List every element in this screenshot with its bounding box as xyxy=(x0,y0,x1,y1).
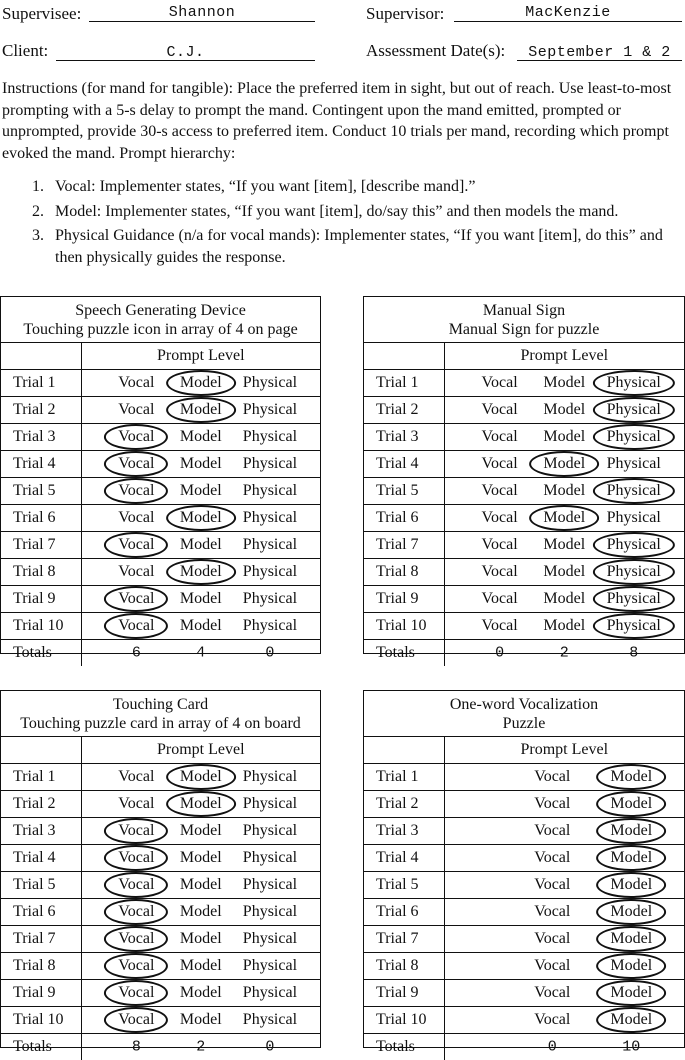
panel-manual-sign xyxy=(363,296,685,654)
trial-label: Trial 6 xyxy=(1,899,81,926)
prompt-option[interactable]: Model xyxy=(180,957,222,975)
prompt-option[interactable]: Physical xyxy=(243,903,297,921)
table-row xyxy=(1,424,320,451)
table-row xyxy=(1,370,320,397)
trial-label: Trial 1 xyxy=(1,370,81,397)
prompt-option-circled[interactable]: Vocal xyxy=(118,822,154,840)
table-row xyxy=(364,559,684,586)
prompt-option[interactable]: Model xyxy=(180,428,222,446)
table-row xyxy=(1,613,320,640)
prompt-option-circled[interactable]: Vocal xyxy=(118,590,154,608)
trial-prompt-cells xyxy=(444,532,684,559)
trial-prompt-cells xyxy=(444,953,684,980)
trial-label: Trial 3 xyxy=(1,818,81,845)
table-row xyxy=(1,818,320,845)
prompt-option[interactable]: Model xyxy=(543,482,585,500)
supervisee-label: Supervisee: xyxy=(2,4,81,24)
table-row xyxy=(1,791,320,818)
prompt-option[interactable]: Vocal xyxy=(482,482,518,500)
trial-label: Trial 4 xyxy=(1,451,81,478)
table-row xyxy=(364,899,684,926)
total-value: 6 xyxy=(132,645,141,662)
totals-label: Totals xyxy=(1,640,81,667)
prompt-option-circled[interactable]: Vocal xyxy=(118,930,154,948)
prompt-option[interactable]: Model xyxy=(543,536,585,554)
total-value: 0 xyxy=(495,645,504,662)
prompt-step: 1. Vocal: Implementer states, “If you want [item], [describe mand].” xyxy=(0,176,685,198)
prompt-option-circled[interactable]: Vocal xyxy=(118,482,154,500)
prompt-option-circled[interactable]: Model xyxy=(610,822,652,840)
prompt-option[interactable]: Vocal xyxy=(534,984,570,1002)
prompt-option-circled[interactable]: Vocal xyxy=(118,849,154,867)
trial-label: Trial 2 xyxy=(364,397,444,424)
panel-title xyxy=(364,691,684,737)
prompt-option-circled[interactable]: Model xyxy=(180,768,222,786)
table-row xyxy=(364,791,684,818)
prompt-option[interactable]: Physical xyxy=(243,401,297,419)
trial-prompt-cells xyxy=(81,370,320,397)
prompt-option[interactable]: Model xyxy=(180,849,222,867)
trial-prompt-cells xyxy=(81,559,320,586)
prompt-option-circled[interactable]: Physical xyxy=(607,590,661,608)
table-row xyxy=(364,532,684,559)
prompt-option[interactable]: Physical xyxy=(243,1011,297,1029)
prompt-step: 2. Model: Implementer states, “If you want [item], do/say this” and then models the mand. xyxy=(0,201,685,223)
trial-label: Trial 10 xyxy=(364,1007,444,1034)
prompt-level-header: Prompt Level xyxy=(81,343,320,370)
trial-label: Trial 9 xyxy=(364,586,444,613)
prompt-option[interactable]: Physical xyxy=(243,590,297,608)
trial-label: Trial 3 xyxy=(1,424,81,451)
trial-label: Trial 6 xyxy=(364,505,444,532)
trial-label: Trial 1 xyxy=(364,370,444,397)
trial-label: Trial 8 xyxy=(364,953,444,980)
totals-cells xyxy=(444,640,684,667)
totals-row xyxy=(1,1034,320,1060)
prompt-option-circled[interactable]: Model xyxy=(180,374,222,392)
totals-row xyxy=(1,640,320,667)
table-row xyxy=(1,1007,320,1034)
trial-label: Trial 10 xyxy=(1,613,81,640)
total-value: 2 xyxy=(196,1039,205,1056)
trial-prompt-cells xyxy=(81,424,320,451)
prompt-option[interactable]: Physical xyxy=(243,984,297,1002)
table-row xyxy=(1,478,320,505)
trial-label: Trial 4 xyxy=(364,845,444,872)
totals-label: Totals xyxy=(364,1034,444,1060)
prompt-option[interactable]: Vocal xyxy=(534,795,570,813)
totals-row xyxy=(364,1034,684,1060)
prompt-option[interactable]: Vocal xyxy=(482,617,518,635)
trial-prompt-cells xyxy=(81,505,320,532)
date-label: Assessment Date(s): xyxy=(366,41,505,61)
prompt-option[interactable]: Physical xyxy=(243,482,297,500)
prompt-option[interactable]: Physical xyxy=(243,374,297,392)
prompt-option[interactable]: Model xyxy=(180,590,222,608)
trial-label: Trial 7 xyxy=(364,926,444,953)
table-row xyxy=(364,478,684,505)
trial-prompt-cells xyxy=(81,818,320,845)
panel-speech-generating-device xyxy=(0,296,321,654)
prompt-option[interactable]: Model xyxy=(180,876,222,894)
prompt-option-circled[interactable]: Model xyxy=(180,401,222,419)
totals-label: Totals xyxy=(1,1034,81,1060)
trial-prompt-cells xyxy=(81,397,320,424)
client-value: C.J. xyxy=(56,44,315,61)
trial-label: Trial 8 xyxy=(1,953,81,980)
table-row xyxy=(1,505,320,532)
table-row xyxy=(364,505,684,532)
totals-cells xyxy=(81,1034,320,1060)
prompt-option[interactable]: Vocal xyxy=(482,455,518,473)
trial-label: Trial 9 xyxy=(1,980,81,1007)
totals-label: Totals xyxy=(364,640,444,667)
trial-prompt-cells xyxy=(444,872,684,899)
prompt-option-circled[interactable]: Physical xyxy=(607,482,661,500)
total-value: 8 xyxy=(132,1039,141,1056)
supervisee-line xyxy=(89,21,315,22)
prompt-option[interactable]: Vocal xyxy=(118,401,154,419)
prompt-option[interactable]: Physical xyxy=(243,822,297,840)
trial-prompt-cells xyxy=(81,478,320,505)
panel-title-text: Speech Generating Device xyxy=(1,301,320,320)
total-value: 8 xyxy=(629,645,638,662)
prompt-option[interactable]: Model xyxy=(180,984,222,1002)
panel-title-text: Touching Card xyxy=(1,695,320,714)
prompt-option-circled[interactable]: Vocal xyxy=(118,617,154,635)
panel-subtitle-text: Touching puzzle icon in array of 4 on page xyxy=(1,320,320,339)
panel-subtitle-text: Touching puzzle card in array of 4 on board xyxy=(1,714,320,733)
prompt-level-header: Prompt Level xyxy=(444,737,684,764)
trial-label: Trial 2 xyxy=(1,791,81,818)
prompt-option-circled[interactable]: Vocal xyxy=(118,984,154,1002)
prompt-option-circled[interactable]: Model xyxy=(180,563,222,581)
table-row xyxy=(364,613,684,640)
trial-label: Trial 3 xyxy=(364,424,444,451)
date-value: September 1 & 2 xyxy=(517,44,682,61)
prompt-option[interactable]: Vocal xyxy=(482,563,518,581)
prompt-option-circled[interactable]: Model xyxy=(180,509,222,527)
trial-label: Trial 9 xyxy=(1,586,81,613)
prompt-option-circled[interactable]: Vocal xyxy=(118,957,154,975)
prompt-option-circled[interactable]: Model xyxy=(610,1011,652,1029)
trial-prompt-cells xyxy=(444,926,684,953)
prompt-option[interactable]: Physical xyxy=(243,563,297,581)
trial-label: Trial 5 xyxy=(364,478,444,505)
trial-label: Trial 4 xyxy=(1,845,81,872)
panel-title-text: Manual Sign xyxy=(364,301,684,320)
table-row xyxy=(1,953,320,980)
prompt-option[interactable]: Model xyxy=(543,401,585,419)
prompt-level-header: Prompt Level xyxy=(81,737,320,764)
prompt-option[interactable]: Physical xyxy=(243,428,297,446)
prompt-option[interactable]: Model xyxy=(180,903,222,921)
trial-prompt-cells xyxy=(444,764,684,791)
prompt-option[interactable]: Vocal xyxy=(482,401,518,419)
trial-label: Trial 5 xyxy=(1,872,81,899)
prompt-option-circled[interactable]: Physical xyxy=(607,617,661,635)
table-row xyxy=(364,397,684,424)
panel-touching-card xyxy=(0,690,321,1048)
trial-prompt-cells xyxy=(444,791,684,818)
client-label: Client: xyxy=(2,41,48,61)
trial-label: Trial 9 xyxy=(364,980,444,1007)
prompt-option-circled[interactable]: Model xyxy=(610,768,652,786)
prompt-option-circled[interactable]: Vocal xyxy=(118,876,154,894)
table-row xyxy=(1,926,320,953)
trial-label: Trial 5 xyxy=(1,478,81,505)
prompt-option-circled[interactable]: Model xyxy=(610,957,652,975)
panel-title xyxy=(1,297,320,343)
prompt-option[interactable]: Vocal xyxy=(482,536,518,554)
prompt-option[interactable]: Physical xyxy=(243,768,297,786)
trial-prompt-cells xyxy=(81,899,320,926)
trial-prompt-cells xyxy=(444,899,684,926)
prompt-option-circled[interactable]: Physical xyxy=(607,563,661,581)
prompt-option[interactable]: Physical xyxy=(243,849,297,867)
supervisee-value: Shannon xyxy=(89,4,315,21)
trial-label: Trial 2 xyxy=(1,397,81,424)
prompt-option[interactable]: Model xyxy=(543,563,585,581)
totals-row xyxy=(364,640,684,667)
table-row xyxy=(1,397,320,424)
table-row xyxy=(1,451,320,478)
supervisor-label: Supervisor: xyxy=(366,4,444,24)
total-value: 0 xyxy=(265,645,274,662)
prompt-option[interactable]: Physical xyxy=(243,795,297,813)
table-row xyxy=(364,980,684,1007)
trial-prompt-cells xyxy=(81,980,320,1007)
table-row xyxy=(1,872,320,899)
trial-label: Trial 6 xyxy=(364,899,444,926)
prompt-step: 3. Physical Guidance (n/a for vocal mands): Implementer states, “If you want [item], do this” and then physically guides the response. xyxy=(0,225,685,268)
table-row xyxy=(364,1007,684,1034)
prompt-option-circled[interactable]: Model xyxy=(543,509,585,527)
blank-cell xyxy=(1,737,81,764)
prompt-option-circled[interactable]: Vocal xyxy=(118,455,154,473)
prompt-option[interactable]: Physical xyxy=(243,617,297,635)
prompt-option[interactable]: Model xyxy=(180,1011,222,1029)
trial-prompt-cells xyxy=(444,559,684,586)
prompt-option-circled[interactable]: Model xyxy=(610,876,652,894)
prompt-option-circled[interactable]: Physical xyxy=(607,401,661,419)
prompt-option[interactable]: Vocal xyxy=(534,903,570,921)
table-row xyxy=(1,532,320,559)
table-row xyxy=(364,424,684,451)
prompt-option[interactable]: Vocal xyxy=(118,563,154,581)
prompt-option[interactable]: Model xyxy=(180,822,222,840)
prompt-option[interactable]: Model xyxy=(180,617,222,635)
trial-label: Trial 8 xyxy=(1,559,81,586)
panel-subtitle-text: Manual Sign for puzzle xyxy=(364,320,684,339)
prompt-option-circled[interactable]: Model xyxy=(610,930,652,948)
prompt-option[interactable]: Model xyxy=(543,590,585,608)
prompt-option-circled[interactable]: Model xyxy=(610,795,652,813)
table-row xyxy=(364,451,684,478)
prompt-option[interactable]: Model xyxy=(543,428,585,446)
trial-prompt-cells xyxy=(81,1007,320,1034)
prompt-option-circled[interactable]: Physical xyxy=(607,428,661,446)
totals-cells xyxy=(444,1034,684,1060)
prompt-option[interactable]: Vocal xyxy=(534,849,570,867)
trial-prompt-cells xyxy=(81,451,320,478)
prompt-option[interactable]: Model xyxy=(543,374,585,392)
table-row xyxy=(364,953,684,980)
prompt-option[interactable]: Model xyxy=(180,482,222,500)
prompt-option[interactable]: Vocal xyxy=(482,428,518,446)
trial-label: Trial 5 xyxy=(364,872,444,899)
trial-label: Trial 10 xyxy=(364,613,444,640)
table-row xyxy=(364,586,684,613)
table-row xyxy=(364,845,684,872)
total-value: 2 xyxy=(560,645,569,662)
prompt-option-circled[interactable]: Vocal xyxy=(118,536,154,554)
prompt-option[interactable]: Physical xyxy=(243,509,297,527)
prompt-option-circled[interactable]: Model xyxy=(180,795,222,813)
prompt-option[interactable]: Vocal xyxy=(118,509,154,527)
trial-prompt-cells xyxy=(81,613,320,640)
prompt-option[interactable]: Physical xyxy=(243,957,297,975)
table-row xyxy=(1,586,320,613)
prompt-level-header: Prompt Level xyxy=(444,343,684,370)
trial-prompt-cells xyxy=(81,872,320,899)
trial-label: Trial 10 xyxy=(1,1007,81,1034)
panel-title xyxy=(1,691,320,737)
trial-prompt-cells xyxy=(81,532,320,559)
trial-prompt-cells xyxy=(444,424,684,451)
table-row xyxy=(364,926,684,953)
trial-prompt-cells xyxy=(444,1007,684,1034)
trial-prompt-cells xyxy=(444,586,684,613)
blank-cell xyxy=(1,343,81,370)
trial-prompt-cells xyxy=(444,370,684,397)
trial-label: Trial 4 xyxy=(364,451,444,478)
prompt-option[interactable]: Vocal xyxy=(118,768,154,786)
trial-label: Trial 1 xyxy=(1,764,81,791)
panel-one-word-vocalization xyxy=(363,690,685,1048)
trial-label: Trial 3 xyxy=(364,818,444,845)
table-row xyxy=(1,845,320,872)
prompt-option[interactable]: Physical xyxy=(243,536,297,554)
trial-label: Trial 6 xyxy=(1,505,81,532)
trial-prompt-cells xyxy=(444,505,684,532)
supervisor-line xyxy=(454,21,682,22)
blank-cell xyxy=(364,343,444,370)
prompt-option[interactable]: Physical xyxy=(607,509,661,527)
trial-prompt-cells xyxy=(81,764,320,791)
trial-prompt-cells xyxy=(444,818,684,845)
prompt-option[interactable]: Vocal xyxy=(118,795,154,813)
prompt-option[interactable]: Vocal xyxy=(534,822,570,840)
prompt-option-circled[interactable]: Model xyxy=(610,984,652,1002)
trial-label: Trial 2 xyxy=(364,791,444,818)
panel-title xyxy=(364,297,684,343)
prompt-option[interactable]: Vocal xyxy=(534,876,570,894)
prompt-option[interactable]: Model xyxy=(180,455,222,473)
prompt-option[interactable]: Vocal xyxy=(534,768,570,786)
trial-prompt-cells xyxy=(81,845,320,872)
prompt-hierarchy-list xyxy=(0,176,685,271)
prompt-option-circled[interactable]: Model xyxy=(610,903,652,921)
prompt-option[interactable]: Vocal xyxy=(534,957,570,975)
prompt-option[interactable]: Physical xyxy=(607,455,661,473)
prompt-option-circled[interactable]: Vocal xyxy=(118,903,154,921)
total-value: 0 xyxy=(265,1039,274,1056)
prompt-option-circled[interactable]: Model xyxy=(610,849,652,867)
prompt-option[interactable]: Physical xyxy=(243,455,297,473)
trial-prompt-cells xyxy=(81,926,320,953)
supervisor-value: MacKenzie xyxy=(454,4,682,21)
trial-prompt-cells xyxy=(444,980,684,1007)
trial-label: Trial 8 xyxy=(364,559,444,586)
prompt-option[interactable]: Model xyxy=(180,930,222,948)
prompt-option[interactable]: Vocal xyxy=(482,509,518,527)
prompt-option[interactable]: Model xyxy=(180,536,222,554)
total-value: 4 xyxy=(196,645,205,662)
trial-prompt-cells xyxy=(444,478,684,505)
table-row xyxy=(1,764,320,791)
trial-prompt-cells xyxy=(81,791,320,818)
prompt-option[interactable]: Physical xyxy=(243,876,297,894)
trial-label: Trial 7 xyxy=(1,532,81,559)
trial-label: Trial 7 xyxy=(364,532,444,559)
table-row xyxy=(1,980,320,1007)
trial-prompt-cells xyxy=(444,613,684,640)
prompt-option[interactable]: Model xyxy=(543,617,585,635)
totals-cells xyxy=(81,640,320,667)
instructions-text: Instructions (for mand for tangible): Place the preferred item in sight, but out of reach. Use least-to-most prompting with a 5-s delay to prompt the mand. Contingent upon the mand emitted, prompted or unprompted, provide 30-s access to preferred item. Conduct 10 trials per mand, recording which prompt evoked the mand. Prompt hierarchy: xyxy=(2,78,682,164)
table-row xyxy=(364,818,684,845)
prompt-option-circled[interactable]: Vocal xyxy=(118,1011,154,1029)
prompt-option-circled[interactable]: Model xyxy=(543,455,585,473)
trial-prompt-cells xyxy=(81,586,320,613)
blank-cell xyxy=(364,737,444,764)
table-row xyxy=(364,764,684,791)
total-value: 10 xyxy=(622,1039,640,1056)
table-row xyxy=(1,899,320,926)
trial-prompt-cells xyxy=(81,953,320,980)
trial-prompt-cells xyxy=(444,451,684,478)
panel-title-text: One-word Vocalization xyxy=(364,695,684,714)
trial-prompt-cells xyxy=(444,397,684,424)
table-row xyxy=(364,370,684,397)
table-row xyxy=(364,872,684,899)
panel-subtitle-text: Puzzle xyxy=(364,714,684,733)
prompt-option[interactable]: Vocal xyxy=(118,374,154,392)
prompt-option-circled[interactable]: Vocal xyxy=(118,428,154,446)
prompt-option[interactable]: Physical xyxy=(243,930,297,948)
prompt-option[interactable]: Vocal xyxy=(534,930,570,948)
table-row xyxy=(1,559,320,586)
trial-label: Trial 7 xyxy=(1,926,81,953)
prompt-option[interactable]: Vocal xyxy=(482,590,518,608)
prompt-option[interactable]: Vocal xyxy=(482,374,518,392)
prompt-option[interactable]: Vocal xyxy=(534,1011,570,1029)
prompt-option-circled[interactable]: Physical xyxy=(607,536,661,554)
prompt-option-circled[interactable]: Physical xyxy=(607,374,661,392)
trial-label: Trial 1 xyxy=(364,764,444,791)
trial-prompt-cells xyxy=(444,845,684,872)
total-value: 0 xyxy=(548,1039,557,1056)
